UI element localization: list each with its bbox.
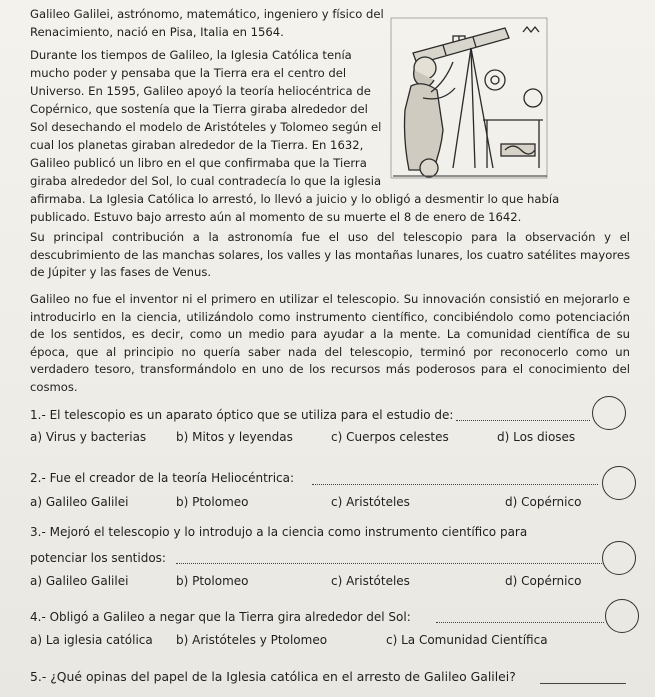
question-4: 4.- Obligó a Galileo a negar que la Tierra gira alrededor del Sol: <box>30 610 411 624</box>
answer-line-5[interactable] <box>540 683 626 684</box>
q3-option-a[interactable]: a) Galileo Galilei <box>30 574 129 588</box>
question-3-line-2: potenciar los sentidos: <box>30 551 166 565</box>
answer-line-4 <box>436 622 604 623</box>
q2-option-a[interactable]: a) Galileo Galilei <box>30 495 129 509</box>
intro-line: afirmaba. La Iglesia Católica lo arrestó, lo llevó a juicio y lo obligó a desmentir lo que había <box>30 192 560 206</box>
intro-line: cual los planetas giraban alrededor de la Tierra. En 1632, <box>30 138 364 152</box>
answer-circle-1[interactable] <box>592 396 626 430</box>
answer-circle-3[interactable] <box>602 541 636 575</box>
q4-option-c[interactable]: c) La Comunidad Científica <box>386 633 548 647</box>
answer-line-1 <box>456 420 590 421</box>
q1-option-a[interactable]: a) Virus y bacterias <box>30 430 147 444</box>
q2-option-b[interactable]: b) Ptolomeo <box>176 495 249 509</box>
answer-circle-4[interactable] <box>605 599 639 633</box>
question-2: 2.- Fue el creador de la teoría Heliocéntrica: <box>30 471 295 485</box>
answer-line-2 <box>312 484 598 485</box>
q2-option-d[interactable]: d) Copérnico <box>505 495 582 509</box>
q3-option-b[interactable]: b) Ptolomeo <box>176 574 249 588</box>
q1-option-b[interactable]: b) Mitos y leyendas <box>176 430 293 444</box>
intro-line: Sol desechando el modelo de Aristóteles y Tolomeo según el <box>30 120 382 134</box>
intro-line: Galileo publicó un libro en el que confirmaba que la Tierra <box>30 156 367 170</box>
intro-line: mucho poder y pensaba que la Tierra era el centro del <box>30 66 347 80</box>
intro-line: publicado. Estuvo bajo arresto aún al momento de su muerte el 8 de enero de 1642. <box>30 210 522 224</box>
q2-option-c[interactable]: c) Aristóteles <box>331 495 410 509</box>
question-5: 5.- ¿Qué opinas del papel de la Iglesia católica en el arresto de Galileo Galilei? <box>30 669 516 684</box>
answer-line-3 <box>176 563 604 564</box>
intro-line: Galileo Galilei, astrónomo, matemático, ingeniero y físico del <box>30 7 384 21</box>
q1-option-d[interactable]: d) Los dioses <box>497 430 576 444</box>
intro-line: giraba alrededor del Sol, lo cual contradecía lo que la iglesia <box>30 174 382 188</box>
question-1: 1.- El telescopio es un aparato óptico que se utiliza para el estudio de: <box>30 408 454 422</box>
question-3-line-1: 3.- Mejoró el telescopio y lo introdujo a la ciencia como instrumento científico para <box>30 525 528 539</box>
answer-circle-2[interactable] <box>602 466 636 500</box>
q3-option-c[interactable]: c) Aristóteles <box>331 574 410 588</box>
q3-option-d[interactable]: d) Copérnico <box>505 574 582 588</box>
q1-option-c[interactable]: c) Cuerpos celestes <box>331 430 449 444</box>
intro-line: Durante los tiempos de Galileo, la Iglesia Católica tenía <box>30 48 352 62</box>
galileo-telescope-illustration <box>383 8 553 180</box>
intro-line: Universo. En 1595, Galileo apoyó la teoría heliocéntrica de <box>30 84 371 98</box>
intro-line: Copérnico, que sostenía que la Tierra giraba alrededor del <box>30 102 368 116</box>
intro-line: Renacimiento, nació en Pisa, Italia en 1564. <box>30 25 284 39</box>
paragraph-innovation: Galileo no fue el inventor ni el primero en utilizar el telescopio. Su innovación consistió en mejorarlo e introducirlo en la ciencia, utilizándolo como instrumento científico, concibiéndolo como potenciación de los sentidos, es decir, como un medio para ayudar a la mente. La comunidad científica de su época, que al principio no quería saber nada del telescopio, terminó por reconocerlo como un verdadero tesoro, transformándolo en uno de los recursos más poderosos para el conocimiento del cosmos. <box>30 292 630 394</box>
q4-option-a[interactable]: a) La iglesia católica <box>30 633 153 647</box>
paragraph-contribution: Su principal contribución a la astronomía fue el uso del telescopio para la observación y el descubrimiento de las manchas solares, los valles y las montañas lunares, los cuatro satélites mayores de Júpiter y las fases de Venus. <box>30 230 630 280</box>
q4-option-b[interactable]: b) Aristóteles y Ptolomeo <box>176 633 328 647</box>
